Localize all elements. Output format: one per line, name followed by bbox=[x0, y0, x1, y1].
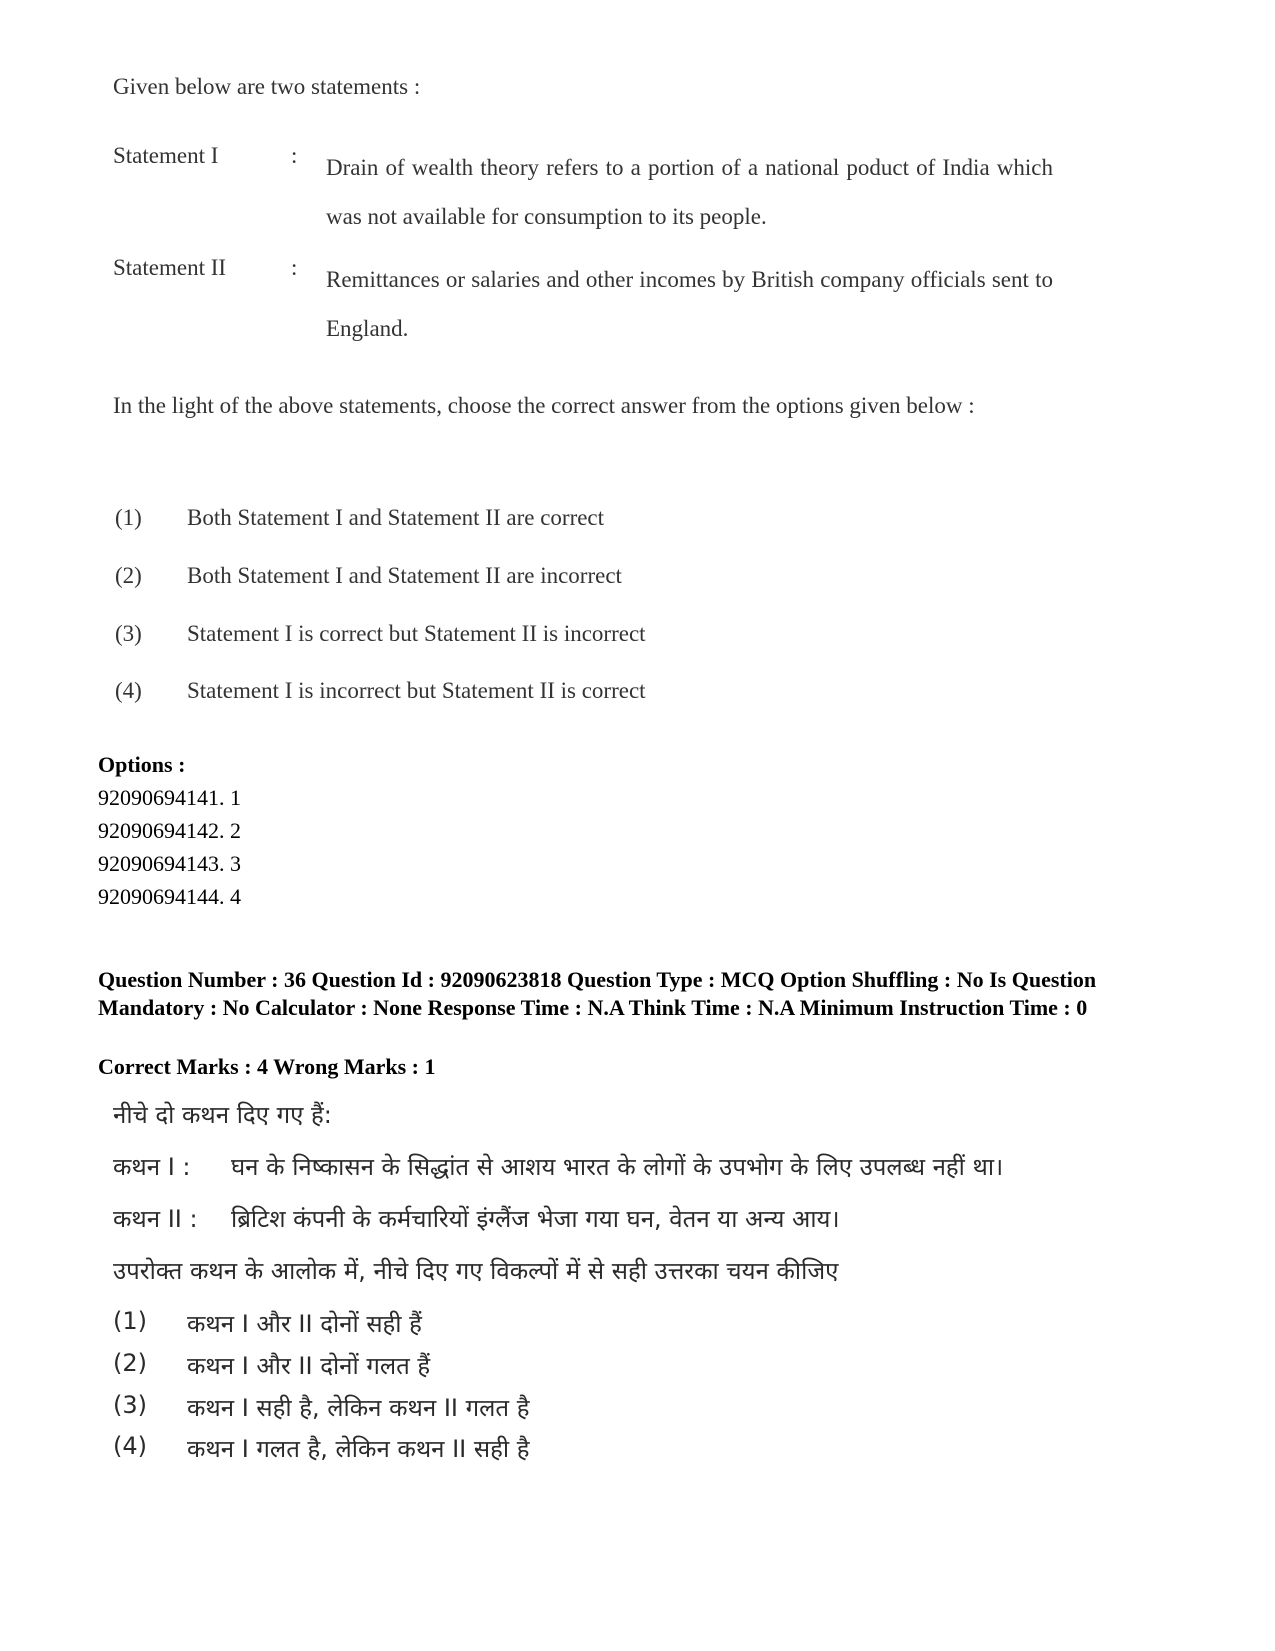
option-id-line: 92090694141. 1 bbox=[98, 785, 241, 810]
hindi-intro: नीचे दो कथन दिए गए हैं: bbox=[113, 1101, 332, 1129]
statement-colon: : bbox=[291, 255, 298, 280]
option-text: Statement I is incorrect but Statement II is correct bbox=[187, 678, 646, 703]
statement-label: Statement I bbox=[113, 143, 219, 168]
question-prompt: In the light of the above statements, choose the correct answer from the options given below : bbox=[113, 393, 975, 418]
option-id-line: 92090694143. 3 bbox=[98, 851, 241, 876]
hindi-prompt: उपरोक्त कथन के आलोक में, नीचे दिए गए विकल्पों में से सही उत्तरका चयन कीजिए bbox=[113, 1257, 839, 1285]
option-number: (4) bbox=[115, 678, 142, 703]
option-text: Statement I is correct but Statement II is incorrect bbox=[187, 621, 646, 646]
option-id-line: 92090694144. 4 bbox=[98, 884, 241, 909]
statement-label: Statement II bbox=[113, 255, 227, 280]
option-number: (1) bbox=[113, 1307, 147, 1335]
option-number: (4) bbox=[113, 1432, 147, 1460]
option-text: Both Statement I and Statement II are correct bbox=[187, 505, 605, 530]
option-id-line: 92090694142. 2 bbox=[98, 818, 241, 843]
option-number: (3) bbox=[115, 621, 142, 646]
option-number: (2) bbox=[115, 563, 142, 588]
option-text: कथन I सही है, लेकिन कथन II गलत है bbox=[187, 1394, 530, 1422]
marks-info: Correct Marks : 4 Wrong Marks : 1 bbox=[98, 1054, 436, 1079]
statement-text: Drain of wealth theory refers to a portion of a national poduct of India which was not available for consumption to its people. bbox=[326, 155, 1053, 229]
option-number: (1) bbox=[115, 505, 142, 530]
hindi-statement-label: कथन II : bbox=[113, 1205, 198, 1233]
option-number: (2) bbox=[113, 1349, 147, 1377]
options-heading: Options : bbox=[98, 752, 186, 777]
option-text: कथन I और II दोनों गलत हैं bbox=[187, 1352, 431, 1380]
option-text: कथन I गलत है, लेकिन कथन II सही है bbox=[187, 1435, 530, 1463]
option-number: (3) bbox=[113, 1391, 147, 1419]
statement-text: Remittances or salaries and other incomes by British company officials sent to England. bbox=[326, 267, 1053, 341]
option-text: कथन I और II दोनों सही हैं bbox=[187, 1310, 422, 1338]
hindi-statement-label: कथन I : bbox=[113, 1153, 191, 1181]
hindi-statement-text: घन के निष्कासन के सिद्धांत से आशय भारत के लोगों के उपभोग के लिए उपलब्ध नहीं था। bbox=[231, 1153, 1004, 1181]
statement-colon: : bbox=[291, 143, 298, 168]
question-info: Question Number : 36 Question Id : 92090623818 Question Type : MCQ Option Shuffling : No Is Question Mandatory : No Calculator : None Response Time : N.A Think Time : N.A Minimum Instruction Time : 0 bbox=[98, 967, 1097, 1020]
hindi-statement-text: ब्रिटिश कंपनी के कर्मचारियों इंग्लैंज भेजा गया घन, वेतन या अन्य आय। bbox=[231, 1205, 840, 1233]
option-text: Both Statement I and Statement II are incorrect bbox=[187, 563, 622, 588]
question-intro: Given below are two statements : bbox=[113, 74, 421, 99]
